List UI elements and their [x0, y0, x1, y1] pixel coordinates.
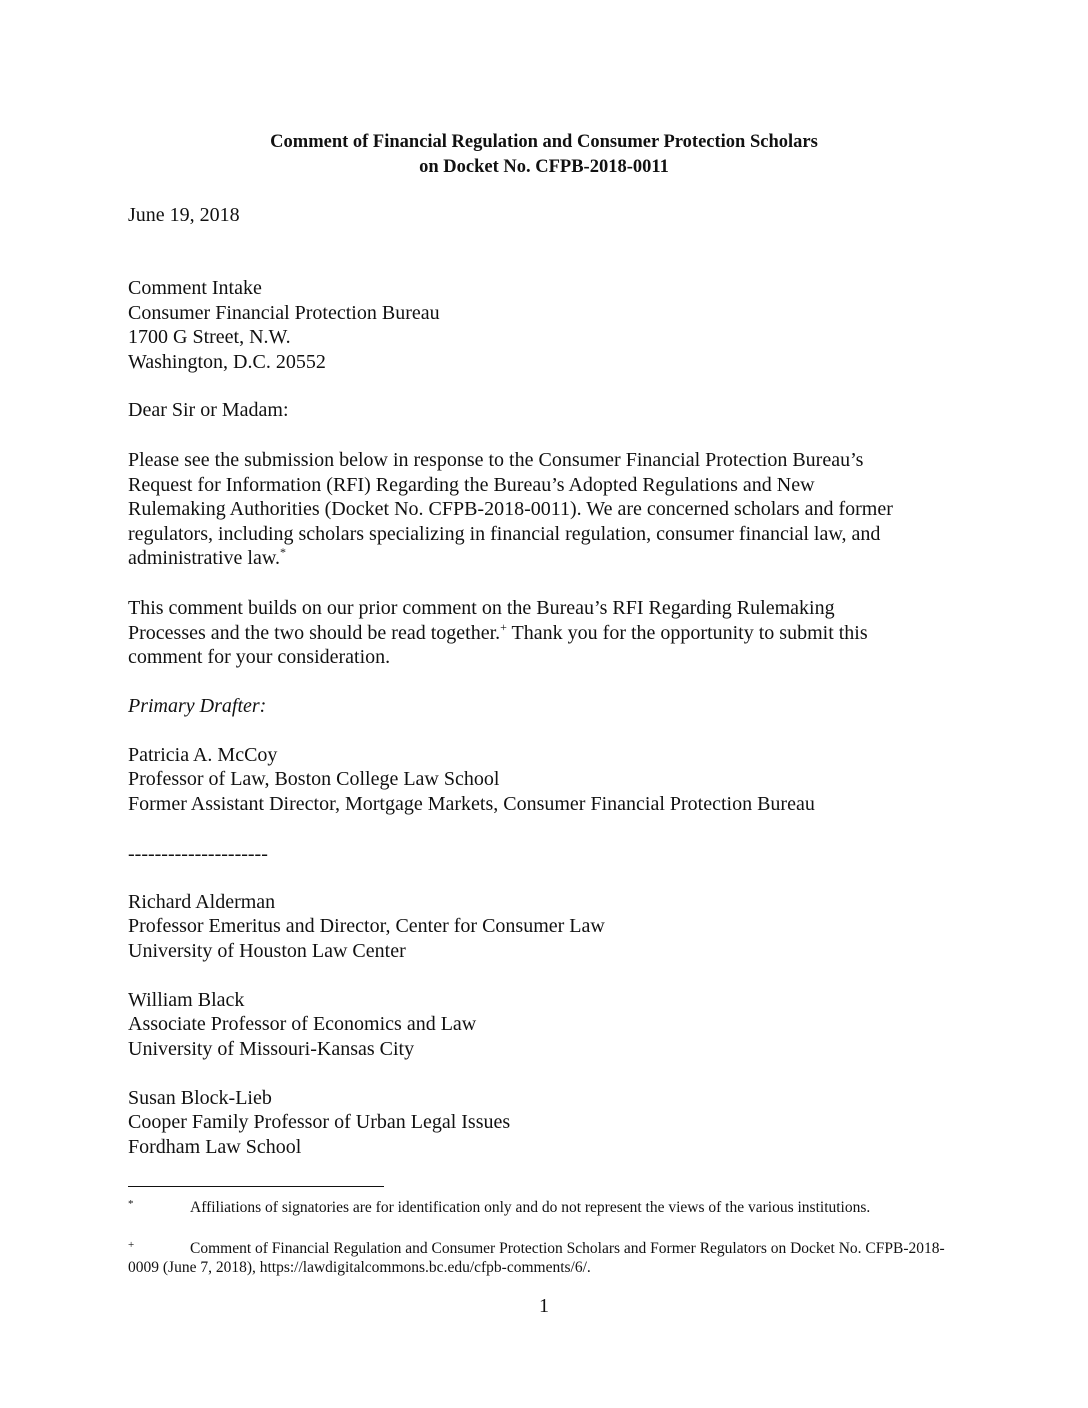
address-line: Consumer Financial Protection Bureau: [128, 302, 440, 324]
document-title-line-2: on Docket No. CFPB-2018-0011: [419, 157, 669, 177]
footnote-divider: [128, 1186, 384, 1187]
paragraph-line-with-ref: [128, 621, 968, 646]
paragraph-line-last: [128, 546, 968, 571]
paragraph-prior-comment: [128, 596, 968, 670]
document-title-line-1: Comment of Financial Regulation and Consumer Protection Scholars: [270, 132, 818, 152]
paragraph-line: Request for Information (RFI) Regarding the Bureau’s Adopted Regulations and New: [128, 473, 815, 496]
signatory-title: Professor Emeritus and Director, Center for Consumer Law: [128, 915, 605, 937]
footnote-text: Comment of Financial Regulation and Consumer Protection Scholars and Former Regulators on Docket No. CFPB-2018-0009 (June 7, 2018), https://lawdigitalcommons.bc.edu/cfpb-comments/6/.: [128, 1240, 945, 1276]
footnote-ref-plus[interactable]: +: [500, 619, 507, 634]
primary-drafter-label: Primary Drafter:: [128, 695, 267, 717]
page-number: 1: [539, 1295, 549, 1317]
signatory-name: Susan Block-Lieb: [128, 1087, 272, 1109]
footnote-ref-asterisk[interactable]: *: [280, 545, 286, 560]
paragraph-text: Thank you for the opportunity to submit this: [506, 621, 868, 644]
paragraph-line: comment for your consideration.: [128, 646, 391, 669]
paragraph-text: administrative law.: [128, 547, 280, 570]
address-line: Washington, D.C. 20552: [128, 351, 326, 373]
address-line: 1700 G Street, N.W.: [128, 326, 291, 348]
separator-dashes: ---------------------: [128, 843, 268, 865]
footnote-plus: + Comment of Financial Regulation and Consumer Protection Scholars and Former Regulators on Docket No. CFPB-2018-0009 (June 7, 2018), https://lawdigitalcommons.bc.edu/cfpb-comments/6/.: [128, 1239, 945, 1276]
address-line: Comment Intake: [128, 277, 262, 299]
paragraph-line: Please see the submission below in response to the Consumer Financial Protection Bureau’s: [128, 449, 864, 471]
paragraph-text: Processes and the two should be read together.: [128, 621, 501, 644]
footnote-text: Affiliations of signatories are for identification only and do not represent the views of the various institutions.: [190, 1199, 871, 1216]
signatory-name: William Black: [128, 989, 245, 1011]
letter-date: June 19, 2018: [128, 204, 240, 226]
paragraph-line: This comment builds on our prior comment on the Bureau’s RFI Regarding Rulemaking: [128, 597, 835, 619]
drafter-name: Patricia A. McCoy: [128, 744, 278, 766]
signatory-institution: Fordham Law School: [128, 1136, 302, 1158]
drafter-title: Professor of Law, Boston College Law School: [128, 768, 500, 790]
footnote-asterisk: * Affiliations of signatories are for identification only and do not represent the views of the various institutions.: [128, 1198, 871, 1216]
signatory-institution: University of Missouri-Kansas City: [128, 1038, 415, 1060]
paragraph-line: Rulemaking Authorities (Docket No. CFPB-2018-0011). We are concerned scholars and former: [128, 498, 893, 521]
signatory-institution: University of Houston Law Center: [128, 940, 406, 962]
paragraph-submission: [128, 448, 968, 571]
salutation: Dear Sir or Madam:: [128, 399, 289, 421]
paragraph-line: regulators, including scholars specializing in financial regulation, consumer financial law, and: [128, 522, 881, 545]
signatory-name: Richard Alderman: [128, 891, 276, 913]
drafter-former-title: Former Assistant Director, Mortgage Markets, Consumer Financial Protection Bureau: [128, 793, 815, 815]
signatory-title: Cooper Family Professor of Urban Legal Issues: [128, 1111, 511, 1133]
signatory-title: Associate Professor of Economics and Law: [128, 1013, 477, 1035]
